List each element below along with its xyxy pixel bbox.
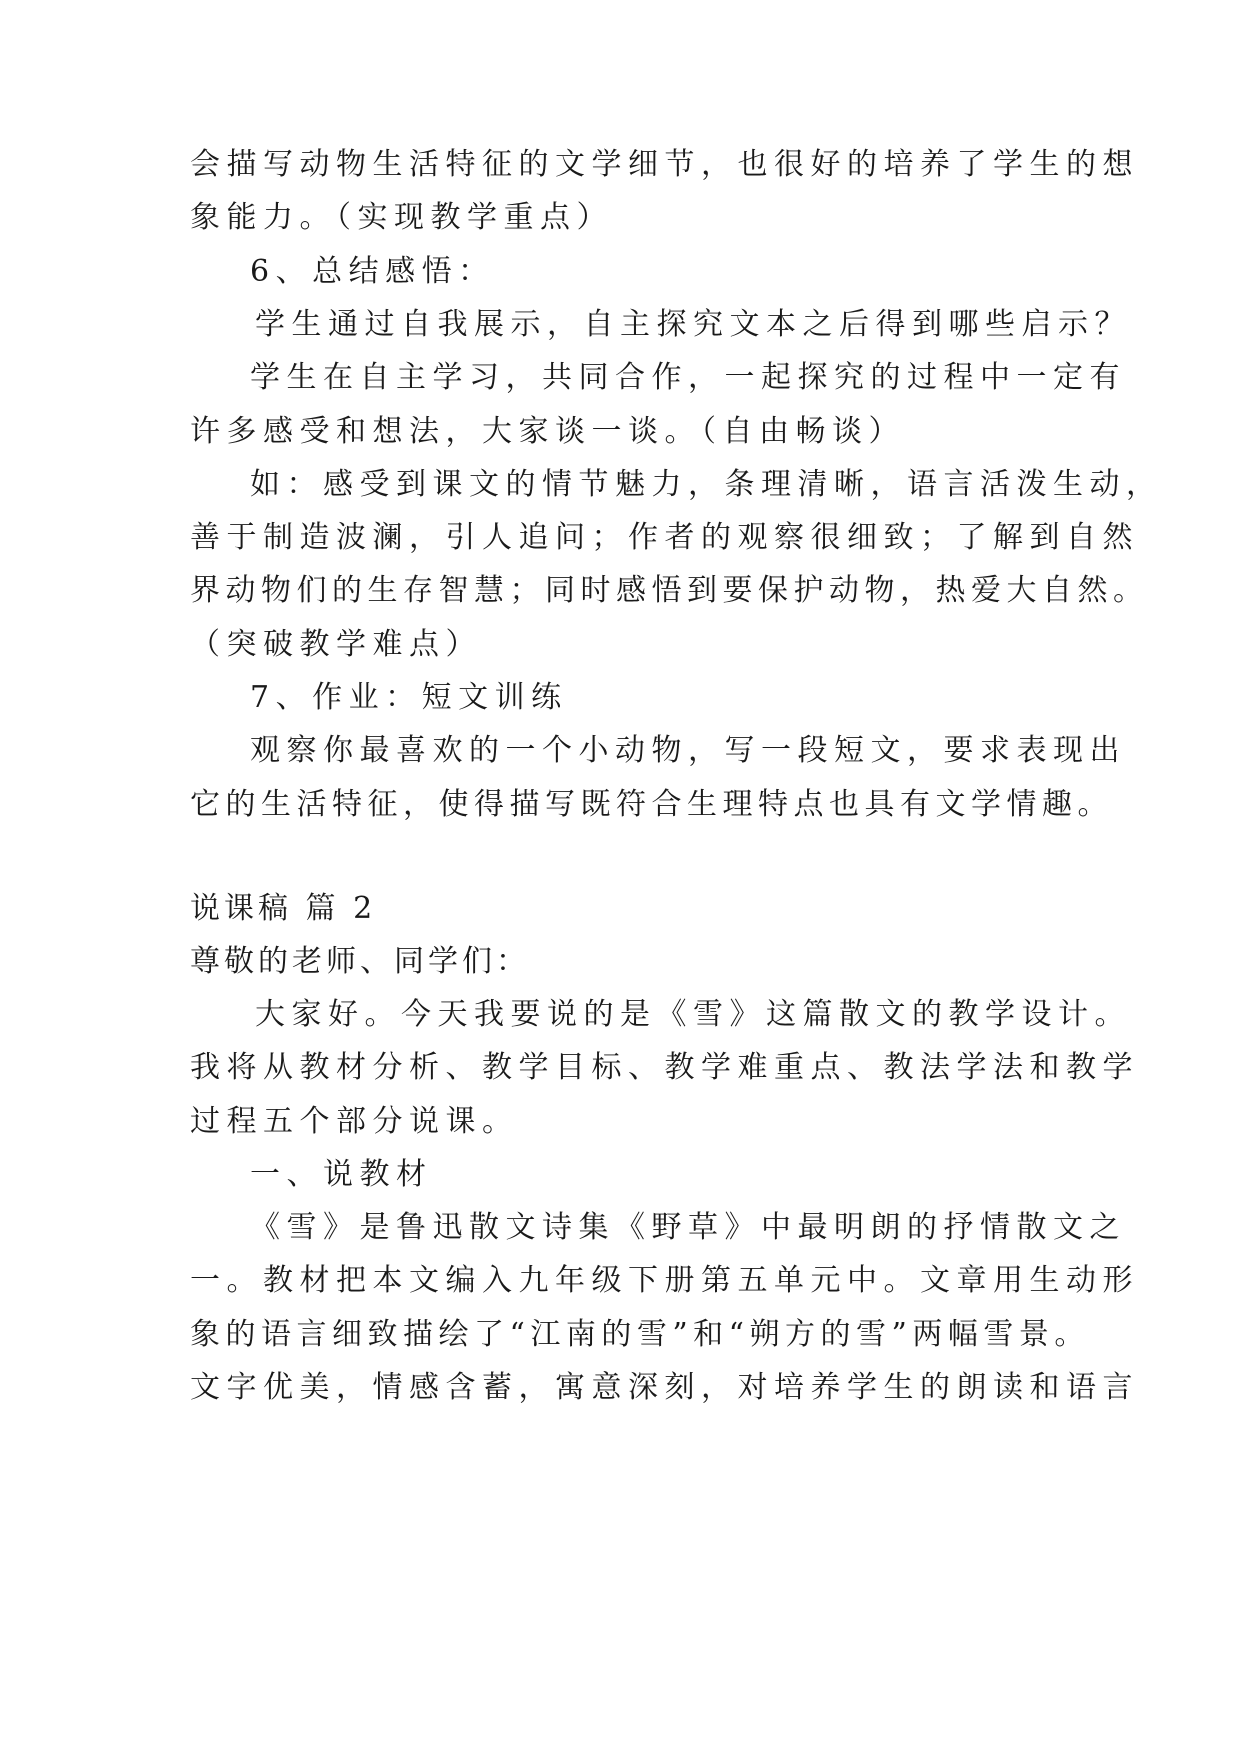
text-line: 它的生活特征，使得描写既符合生理特点也具有文学情趣。 bbox=[190, 787, 1113, 822]
salutation: 尊敬的老师、同学们： bbox=[190, 944, 530, 979]
text-line: 善于制造波澜，引人追问；作者的观察很细致；了解到自然 bbox=[190, 520, 1139, 555]
section-heading: 6、总结感悟： bbox=[250, 254, 495, 289]
text-line: 学生通过自我展示，自主探究文本之后得到哪些启示？ bbox=[255, 307, 1131, 342]
text-line: 过程五个部分说课。 bbox=[190, 1104, 519, 1139]
text-line: （突破教学难点） bbox=[190, 627, 482, 662]
text-line: 象的语言细致描绘了“江南的雪”和“朔方的雪”两幅雪景。 bbox=[190, 1317, 1090, 1352]
text-line: 大家好。今天我要说的是《雪》这篇散文的教学设计。 bbox=[255, 997, 1131, 1032]
text-line: 观察你最喜欢的一个小动物，写一段短文，要求表现出 bbox=[250, 733, 1126, 768]
text-line: 会描写动物生活特征的文学细节，也很好的培养了学生的想 bbox=[190, 147, 1139, 182]
text-line: 《雪》是鲁迅散文诗集《野草》中最明朗的抒情散文之 bbox=[250, 1210, 1126, 1245]
article-title: 说课稿 篇 2 bbox=[190, 891, 377, 926]
text-line: 象能力。（实现教学重点） bbox=[190, 200, 613, 235]
text-line: 如：感受到课文的情节魅力，条理清晰，语言活泼生动， bbox=[250, 467, 1163, 502]
text-line: 文字优美，情感含蓄，寓意深刻，对培养学生的朗读和语言 bbox=[190, 1370, 1139, 1405]
text-line: 界动物们的生存智慧；同时感悟到要保护动物，热爱大自然。 bbox=[190, 573, 1149, 608]
section-heading: 7、作业：短文训练 bbox=[250, 680, 568, 715]
section-heading: 一、说教材 bbox=[250, 1157, 433, 1192]
text-line: 我将从教材分析、教学目标、教学难重点、教法学法和教学 bbox=[190, 1050, 1139, 1085]
text-line: 许多感受和想法，大家谈一谈。（自由畅谈） bbox=[190, 414, 905, 449]
text-line: 一。教材把本文编入九年级下册第五单元中。文章用生动形 bbox=[190, 1263, 1139, 1298]
text-line: 学生在自主学习，共同合作，一起探究的过程中一定有 bbox=[250, 360, 1126, 395]
